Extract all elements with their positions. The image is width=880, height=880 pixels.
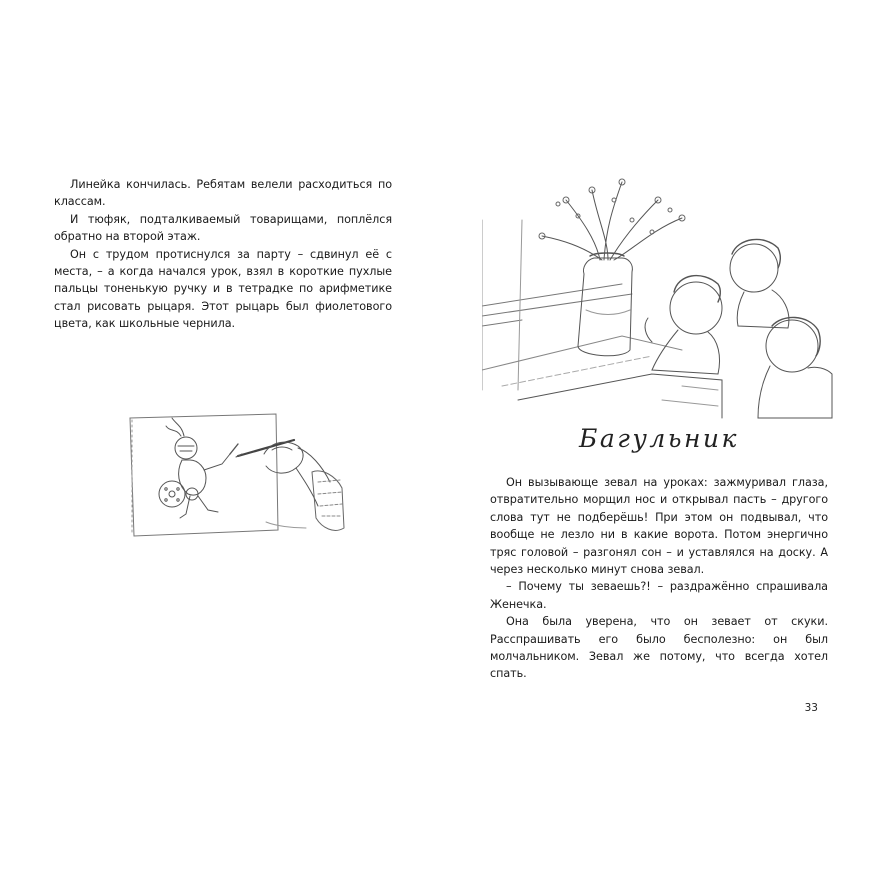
paragraph: Он с трудом протиснулся за парту – сдвинул её с места, – а когда начался урок, взял в короткие пухлые пальцы тоненькую ручку и в тетрадке по арифметике стал рисовать рыцаря. Этот рыцарь был фиолетового цвета, как школьные чернила.: [54, 247, 392, 331]
chapter-title: Багульник: [579, 424, 739, 453]
classroom-sketch-svg: [482, 160, 834, 422]
right-page: [440, 0, 880, 880]
paragraph: Линейка кончилась. Ребятам велели расходиться по классам.: [54, 178, 392, 209]
knight-drawing-illustration: [126, 410, 348, 542]
classroom-flowers-illustration: [482, 160, 834, 422]
left-page-text: [54, 176, 392, 333]
paragraph: Она была уверена, что он зевает от скуки. Расспрашивать его было бесполезно: он был молчальником. Зевал же потому, что всегда хотел спать.: [490, 615, 828, 681]
paragraph: Он вызывающе зевал на уроках: зажмуривал глаза, отвратительно морщил нос и открывал пасть – другого слова тут не подберёшь! При этом он подвывал, что вообще не лезло ни в какие ворота. Потом энергично тряс головой – разгонял сон – и уставлялся на доску. А через несколько минут снова зевал.: [490, 476, 828, 577]
paragraph: И тюфяк, подталкиваемый товарищами, поплёлся обратно на второй этаж.: [54, 212, 392, 244]
page-number: 33: [804, 702, 818, 714]
paragraph: – Почему ты зеваешь?! – раздражённо спрашивала Женечка.: [490, 580, 828, 611]
right-page-text: [490, 474, 828, 683]
knight-sketch-svg: [126, 410, 348, 542]
